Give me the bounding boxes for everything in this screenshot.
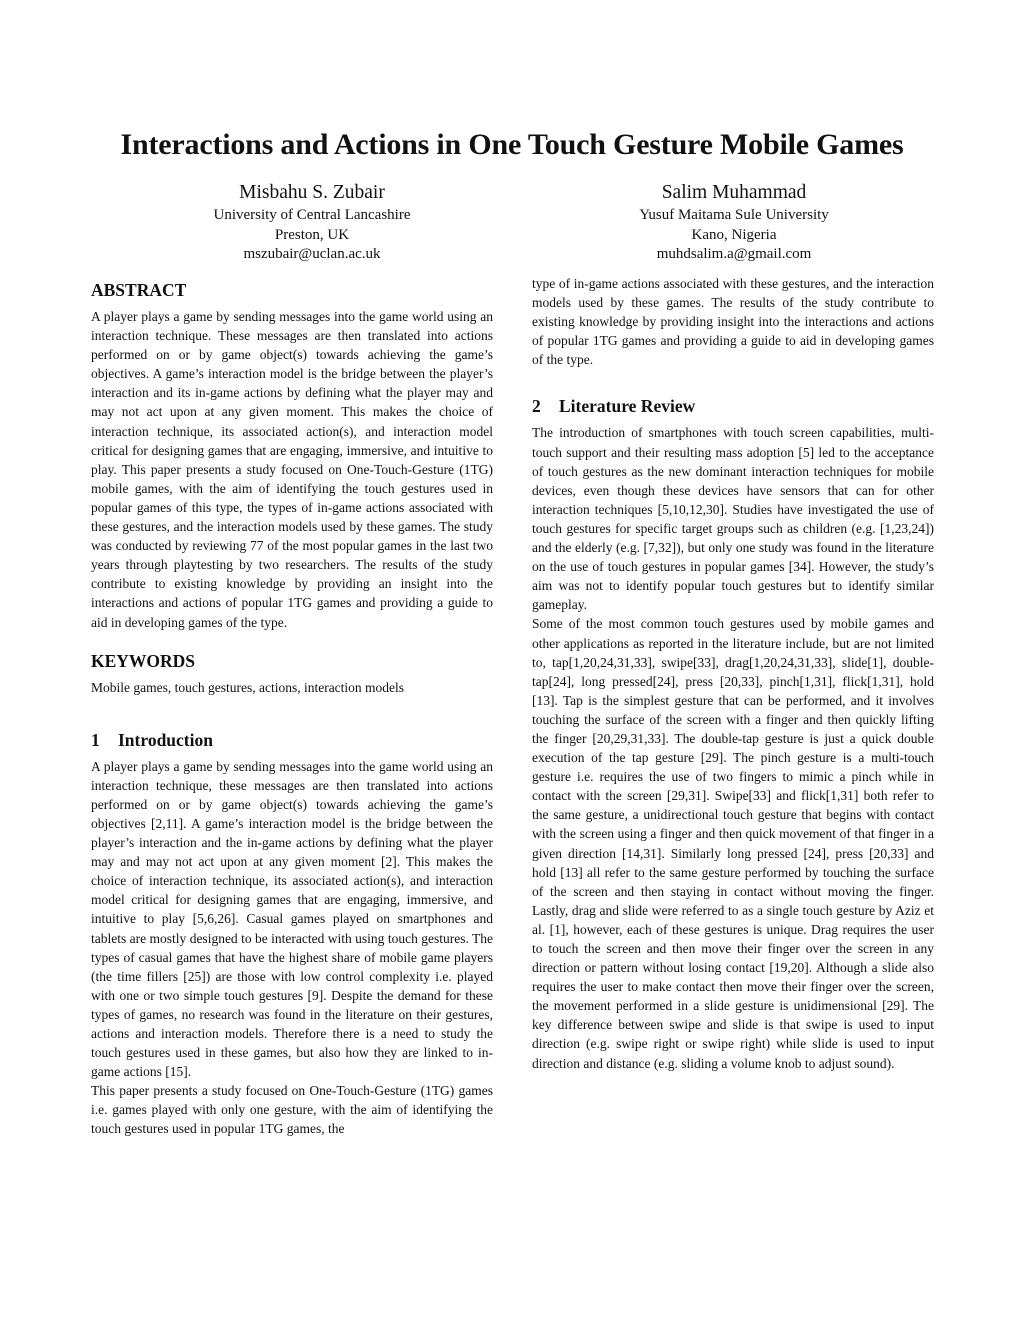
author-block-2 [574,180,894,265]
literature-review-paragraph: Some of the most common touch gestures used by mobile games and other applications as reported in the literature include, but are not limited to, tap[1,20,24,31,33], swipe[33], drag[1,20,24,31,33], slide[1], double-tap[24], long pressed[24], press [20,33], pinch[1,31], flick[1,31], hold [13]. Tap is the simplest gesture that can be performed, and it involves touching the surface of the screen with a finger and then quickly lifting the finger [20,29,31,33]. The double-tap gesture is just a quick double execution of the tap gesture [29]. The pinch gesture is a multi-touch gesture i.e. requires the use of two fingers to mimic a pinch while in contact with the screen [29,31]. Swipe[33] and flick[1,31] both refer to the same gesture, a unidirectional touch gesture that begins with contact with the screen using a finger and then quick movement of that finger in a given direction [14,31]. Similarly long pressed [24], press [20,33] and hold [13] all refer to the same gesture performed by touching the surface of the screen and then staying in contact without moving the finger. Lastly, drag and slide were referred to as a single touch gesture by Aziz et al. [1], however, each of these gestures is unique. Drag requires the user to touch the screen and then move their finger over the screen in any direction or pattern without losing contact [19,20]. Although a slide also requires the user to make contact then move their finger over the screen, the movement performed in a slide gesture is unidimensional [29]. The key difference between swipe and slide is that swipe is used to input direction (e.g. swipe right or swipe right) while slide is used to input direction and distance (e.g. sliding a volume knob to adjust sound). [532,616,934,1071]
keywords-text: Mobile games, touch gestures, actions, interaction models [91,679,405,695]
author-email: muhdsalim.a@gmail.com [656,246,812,262]
introduction-paragraph: This paper presents a study focused on One-Touch-Gesture (1TG) games i.e. games played with only one gesture, with the aim of identifying the touch gestures used in popular 1TG games, the [91,1083,493,1137]
abstract-text: A player plays a game by sending messages into the game world using an interaction technique. These messages are then translated into actions performed on or by game object(s) towards achieving the game’s objectives. A game’s interaction model is the bridge between the player’s interaction and its in-game actions by defining what the player may and may not act upon at any given moment. This makes the choice of interaction technique, its associated action(s), and interaction model critical for designing games that are engaging, immersive, and intuitive to play. This paper presents a study focused on One-Touch-Gesture (1TG) mobile games, with the aim of identifying the touch gestures used in popular games of this type, the types of in-game actions associated with these gestures, and the interaction models used by these games. The study was conducted by reviewing 77 of the most popular games in the last two years through playtesting by two researchers. The results of the study contribute to existing knowledge by providing an insight into the interactions and actions of popular 1TG games and providing a guide to aid in developing games of the type. [91,309,493,630]
page-title: Interactions and Actions in One Touch Gesture Mobile Games [120,128,904,161]
section-number: 2 [532,396,541,417]
section-title: Literature Review [559,396,696,417]
author-location: Preston, UK [274,226,350,243]
section-title: Introduction [118,729,213,750]
author-location: Kano, Nigeria [691,226,777,243]
author-name: Misbahu S. Zubair [239,182,385,203]
author-email: mszubair@uclan.ac.uk [243,246,381,262]
abstract-heading: ABSTRACT [91,280,187,300]
introduction-continuation: type of in-game actions associated with these gestures, and the interaction models used by these games. The results of the study contribute to existing knowledge by providing insight into the interactions and actions of popular 1TG games and providing a guide to aid in developing games of the type. [532,276,934,368]
introduction-paragraph: A player plays a game by sending messages into the game world using an interaction technique, these messages are then translated into actions performed on or by game object(s) towards achieving the game’s objectives [2,11]. A game’s interaction model is the bridge between the player’s interaction and the in-game actions by defining what the player may and may not act upon at any given moment [2]. This makes the choice of interaction technique, its associated action(s), and interaction model critical for designing games that are engaging, immersive, and intuitive to play [5,6,26]. Casual games played on smartphones and tablets are mostly designed to be interacted with using touch gestures. The types of casual games that have the highest share of mobile game players (the time fillers [25]) are those with low control complexity i.e. played with one or two simple touch gestures [9]. Despite the demand for these types of games, no research was found in the literature on their gestures, actions and interaction models. Therefore there is a need to study the touch gestures used in these games, but also how they are linked to in-game actions [15]. [91,758,493,1080]
introduction-heading [91,729,493,751]
left-column [91,279,493,1139]
author-block-1 [152,180,472,265]
literature-review-paragraph: The introduction of smartphones with touch screen capabilities, multi-touch support and their resulting mass adoption [5] led to the acceptance of touch gestures as the new dominant interaction techniques for mobile devices, even though these devices have sensors that can for other interaction techniques [5,10,12,30]. Studies have investigated the use of touch gestures for specific target groups such as children (e.g. [1,23,24]) and the elderly (e.g. [7,32]), but only one study was found in the literature on the use of touch gestures in popular games [34]. However, the study’s aim was not to identify popular touch gestures but to identify similar gameplay. [532,425,934,613]
right-column [532,274,934,1073]
section-number: 1 [91,729,100,750]
literature-review-heading [532,395,934,417]
keywords-heading: KEYWORDS [91,650,196,671]
author-name: Salim Muhammad [661,182,807,203]
author-affiliation: University of Central Lancashire [213,207,411,223]
author-affiliation: Yusuf Maitama Sule University [639,207,829,223]
